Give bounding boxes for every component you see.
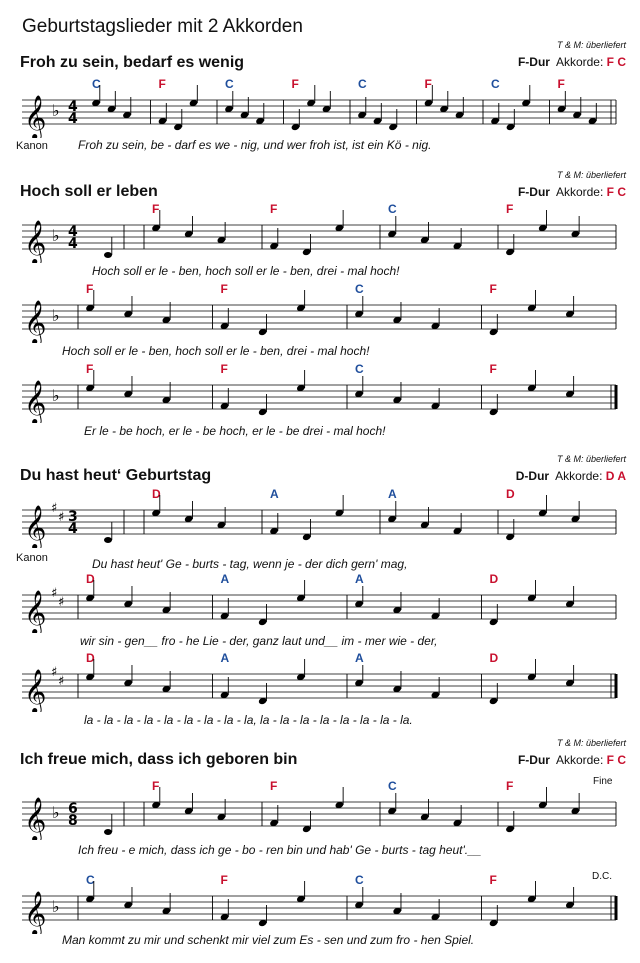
chord-symbol: F	[86, 283, 94, 296]
lyrics-3-2: wir sin - gen__ fro - he Lie - der, ganz laut und__ im - mer wie - der,	[80, 634, 438, 648]
lyrics-2-3: Er le - be hoch, er le - be hoch, er le - be drei - mal hoch!	[84, 424, 386, 438]
chord-symbol: F	[489, 283, 497, 296]
chord-symbol: C	[491, 78, 500, 91]
chord-symbol: F	[270, 780, 278, 793]
treble-clef-icon: 𝄞	[24, 590, 47, 633]
chord-symbol: C	[86, 874, 95, 887]
flat-icon: ♭	[52, 101, 60, 120]
flat-icon: ♭	[52, 386, 60, 405]
lyrics-4-2: Man kommt zu mir und schenkt mir viel zum Es - sen und zum fro - hen Spiel.	[62, 933, 475, 947]
chord-symbol: F	[489, 363, 497, 376]
chord-symbol: A	[220, 573, 230, 586]
treble-clef-icon: 𝄞	[24, 797, 47, 840]
staff-2-1	[0, 203, 640, 263]
sharp-icon: ♯	[51, 665, 58, 680]
lyrics-1-1: Froh zu sein, be - darf es we - nig, und wer froh ist, ist ein Kö - nig.	[78, 138, 432, 152]
chord-symbol: A	[388, 488, 397, 501]
chord-symbol: F	[152, 203, 160, 216]
chord-symbol: C	[358, 78, 367, 91]
chord-symbol: F	[291, 78, 299, 91]
sharp-icon: ♯	[51, 501, 58, 516]
flat-icon: ♭	[52, 803, 60, 822]
sharp-icon: ♯	[58, 595, 65, 610]
chord-symbol: A	[220, 652, 230, 665]
song-1-title: Froh zu sein, bedarf es wenig	[20, 54, 245, 71]
song-1-key: F-Dur Akkorde: F C	[517, 55, 626, 69]
chord-symbol: F	[270, 203, 278, 216]
chord-symbol: F	[220, 363, 228, 376]
note-head	[104, 829, 112, 835]
treble-clef-icon: 𝄞	[24, 300, 47, 343]
time-signature-bottom: 8	[68, 813, 78, 829]
treble-clef-icon: 𝄞	[24, 891, 47, 934]
staff-4-1	[0, 780, 640, 840]
chord-symbol: F	[220, 874, 228, 887]
chord-symbol: D	[86, 652, 95, 665]
chord-symbol: F	[489, 874, 497, 887]
chord-symbol: C	[355, 283, 364, 296]
dc-label: D.C.	[592, 871, 612, 882]
chord-symbol: C	[355, 363, 364, 376]
chord-symbol: D	[489, 573, 499, 586]
lyrics-4-1: Ich freu - e mich, dass ich ge - bo - ren bin und hab' Ge - burts - tag heut'.__	[78, 843, 482, 857]
chord-symbol: F	[506, 780, 514, 793]
song-1-credit: T & M: überliefert	[556, 40, 626, 50]
song-3-key: D-Dur Akkorde: D A	[515, 469, 626, 483]
page-title: Geburtstagslieder mit 2 Akkorden	[22, 16, 303, 37]
chord-symbol: F	[424, 78, 432, 91]
flat-icon: ♭	[52, 226, 60, 245]
treble-clef-icon: 𝄞	[24, 380, 47, 423]
song-2-key: F-Dur Akkorde: F C	[517, 185, 626, 199]
chord-symbol: D	[152, 488, 161, 501]
note-head	[104, 252, 112, 258]
chord-symbol: F	[152, 780, 160, 793]
chord-symbol: F	[506, 203, 514, 216]
treble-clef-icon: 𝄞	[24, 505, 47, 548]
song-3-title: Du hast heut‘ Geburtstag	[20, 467, 212, 484]
kanon-label-2: Kanon	[16, 552, 48, 564]
time-signature-bottom: 4	[68, 236, 78, 252]
chord-symbol: F	[220, 283, 228, 296]
chord-symbol: D	[489, 652, 499, 665]
song-4-credit: T & M: überliefert	[556, 738, 626, 748]
chord-symbol: A	[355, 573, 364, 586]
time-signature-bottom: 4	[68, 111, 78, 127]
chord-symbol: D	[86, 573, 95, 586]
song-2-credit: T & M: überliefert	[556, 170, 626, 180]
chord-symbol: C	[388, 780, 397, 793]
chord-symbol: A	[355, 652, 364, 665]
lyrics-3-1: Du hast heut' Ge - burts - tag, wenn je - der dich gern' mag,	[92, 557, 408, 571]
lyrics-2-2: Hoch soll er le - ben, hoch soll er le - ben, drei - mal hoch!	[62, 344, 370, 358]
time-signature-bottom: 4	[68, 521, 78, 537]
time-signature-top: 4	[68, 224, 78, 240]
song-4-key: F-Dur Akkorde: F C	[517, 753, 626, 767]
time-signature-top: 4	[68, 99, 78, 115]
lyrics-3-3: la - la - la - la - la - la - la - la - la, la - la - la - la - la - la - la - la.	[84, 713, 413, 727]
note-head	[104, 537, 112, 543]
sharp-icon: ♯	[58, 510, 65, 525]
staff-3-1	[0, 488, 640, 548]
staff-3-3	[0, 652, 640, 712]
chord-symbol: F	[158, 78, 166, 91]
sharp-icon: ♯	[51, 586, 58, 601]
sharp-icon: ♯	[58, 674, 65, 689]
flat-icon: ♭	[52, 306, 60, 325]
time-signature-top: 3	[68, 509, 78, 525]
chord-symbol: C	[388, 203, 397, 216]
chord-symbol: A	[270, 488, 279, 501]
staff-4-2	[0, 874, 640, 934]
song-3-credit: T & M: überliefert	[556, 454, 626, 464]
chord-symbol: C	[92, 78, 101, 91]
kanon-label: Kanon	[16, 140, 48, 152]
time-signature-top: 6	[68, 801, 78, 817]
treble-clef-icon: 𝄞	[24, 669, 47, 712]
song-4-title: Ich freue mich, dass ich geboren bin	[20, 751, 298, 768]
treble-clef-icon: 𝄞	[24, 220, 47, 263]
staff-2-3	[0, 363, 640, 423]
chord-symbol: C	[225, 78, 234, 91]
lyrics-2-1: Hoch soll er le - ben, hoch soll er le - ben, drei - mal hoch!	[92, 264, 400, 278]
chord-symbol: F	[86, 363, 94, 376]
chord-symbol: C	[355, 874, 364, 887]
chord-symbol: D	[506, 488, 515, 501]
staff-3-2	[0, 573, 640, 633]
treble-clef-icon: 𝄞	[24, 95, 47, 138]
staff-2-2	[0, 283, 640, 343]
fine-label: Fine	[593, 776, 613, 787]
chord-symbol: F	[557, 78, 565, 91]
song-2-title: Hoch soll er leben	[20, 183, 158, 200]
staff-1-1	[0, 78, 640, 138]
flat-icon: ♭	[52, 897, 60, 916]
